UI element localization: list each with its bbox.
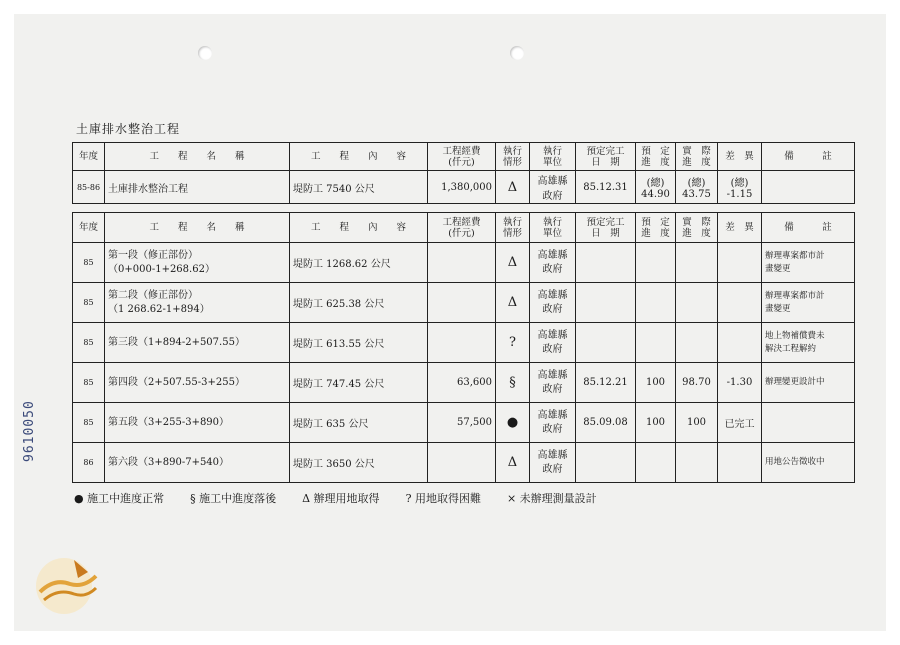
summary-remarks (762, 171, 855, 204)
legend-normal: ● 施工中進度正常 (74, 492, 165, 505)
row-cost (428, 283, 496, 323)
header-status: 執行 情形 (496, 143, 530, 171)
row-planned (636, 243, 676, 283)
summary-due: 85.12.31 (576, 171, 636, 204)
row-unit: 高雄縣 政府 (530, 323, 576, 363)
header-year: 年度 (73, 143, 105, 171)
table-row (73, 443, 855, 483)
row-remarks: 辦理變更設計中 (762, 363, 855, 403)
row-unit: 高雄縣 政府 (530, 283, 576, 323)
row-diff: 已完工 (718, 403, 762, 443)
summary-status: Δ (496, 171, 530, 204)
legend (74, 490, 834, 506)
table-row (73, 283, 855, 323)
legend-behind: § 施工中進度落後 (190, 492, 277, 505)
row-due (576, 443, 636, 483)
punch-hole-right (510, 46, 524, 60)
summary-header-row (73, 143, 855, 171)
row-cost: 63,600 (428, 363, 496, 403)
row-content: 堤防工 1268.62 公尺 (290, 243, 428, 283)
summary-content: 堤防工 7540 公尺 (290, 171, 428, 204)
row-name: 第五段（3+255-3+890） (105, 403, 290, 443)
row-due (576, 323, 636, 363)
legend-no-survey: × 未辦理測量設計 (506, 492, 597, 505)
row-diff (718, 243, 762, 283)
row-actual (676, 323, 718, 363)
header-actual: 實 際 進 度 (676, 213, 718, 243)
row-cost: 57,500 (428, 403, 496, 443)
row-year: 85 (73, 323, 105, 363)
header-unit: 執行 單位 (530, 213, 576, 243)
row-actual (676, 283, 718, 323)
row-content: 堤防工 747.45 公尺 (290, 363, 428, 403)
row-diff (718, 443, 762, 483)
row-due: 85.09.08 (576, 403, 636, 443)
header-diff: 差 異 (718, 143, 762, 171)
row-planned: 100 (636, 403, 676, 443)
table-row (73, 403, 855, 443)
row-remarks: 地上物補償費未 解決工程解約 (762, 323, 855, 363)
row-due (576, 243, 636, 283)
row-planned (636, 443, 676, 483)
row-actual (676, 443, 718, 483)
summary-name: 土庫排水整治工程 (105, 171, 290, 204)
row-status: § (496, 363, 530, 403)
row-content: 堤防工 635 公尺 (290, 403, 428, 443)
row-actual: 98.70 (676, 363, 718, 403)
summary-planned: (總) 44.90 (636, 171, 676, 204)
summary-actual: (總) 43.75 (676, 171, 718, 204)
header-name: 工 程 名 稱 (105, 213, 290, 243)
row-year: 85 (73, 283, 105, 323)
header-content: 工 程 內 容 (290, 143, 428, 171)
row-unit: 高雄縣 政府 (530, 443, 576, 483)
row-due (576, 283, 636, 323)
row-planned (636, 323, 676, 363)
row-unit: 高雄縣 政府 (530, 363, 576, 403)
header-planned: 預 定 進 度 (636, 213, 676, 243)
summary-year: 85-86 (73, 171, 105, 204)
header-remarks: 備 註 (762, 143, 855, 171)
row-planned: 100 (636, 363, 676, 403)
row-remarks: 辦理專案都市計 畫變更 (762, 283, 855, 323)
row-name: 第一段（修正部份） （0+000-1+268.62） (105, 243, 290, 283)
row-name: 第二段（修正部份） （1 268.62-1+894） (105, 283, 290, 323)
document-title: 土庫排水整治工程 (76, 122, 181, 136)
row-status: Δ (496, 283, 530, 323)
row-status: ● (496, 403, 530, 443)
summary-table (72, 142, 855, 204)
row-content: 堤防工 625.38 公尺 (290, 283, 428, 323)
row-status: ? (496, 323, 530, 363)
row-unit: 高雄縣 政府 (530, 243, 576, 283)
legend-land-acquisition: Δ 辦理用地取得 (302, 492, 380, 505)
legend-land-difficulty: ? 用地取得困難 (405, 492, 481, 505)
row-remarks (762, 403, 855, 443)
header-cost: 工程經費 (仟元) (428, 213, 496, 243)
summary-row (73, 171, 855, 204)
row-due: 85.12.21 (576, 363, 636, 403)
archive-stamp-number: 9610050 (22, 400, 37, 462)
archive-logo-icon (30, 548, 102, 618)
header-status: 執行 情形 (496, 213, 530, 243)
table-row (73, 243, 855, 283)
header-planned: 預 定 進 度 (636, 143, 676, 171)
row-diff (718, 323, 762, 363)
header-content: 工 程 內 容 (290, 213, 428, 243)
header-name: 工 程 名 稱 (105, 143, 290, 171)
row-diff: -1.30 (718, 363, 762, 403)
row-year: 85 (73, 243, 105, 283)
row-diff (718, 283, 762, 323)
row-content: 堤防工 3650 公尺 (290, 443, 428, 483)
row-status: Δ (496, 443, 530, 483)
header-remarks: 備 註 (762, 213, 855, 243)
detail-body (73, 243, 855, 483)
row-name: 第三段（1+894-2+507.55） (105, 323, 290, 363)
row-name: 第六段（3+890-7+540） (105, 443, 290, 483)
header-diff: 差 異 (718, 213, 762, 243)
header-year: 年度 (73, 213, 105, 243)
row-cost (428, 323, 496, 363)
header-cost: 工程經費 (仟元) (428, 143, 496, 171)
header-actual: 實 際 進 度 (676, 143, 718, 171)
row-content: 堤防工 613.55 公尺 (290, 323, 428, 363)
row-remarks: 辦理專案都市計 畫變更 (762, 243, 855, 283)
detail-table (72, 212, 855, 483)
summary-unit: 高雄縣 政府 (530, 171, 576, 204)
row-planned (636, 283, 676, 323)
table-row (73, 363, 855, 403)
row-cost (428, 443, 496, 483)
row-actual (676, 243, 718, 283)
table-row (73, 323, 855, 363)
row-name: 第四段（2+507.55-3+255） (105, 363, 290, 403)
row-status: Δ (496, 243, 530, 283)
row-year: 86 (73, 443, 105, 483)
row-year: 85 (73, 403, 105, 443)
row-actual: 100 (676, 403, 718, 443)
row-cost (428, 243, 496, 283)
row-year: 85 (73, 363, 105, 403)
header-unit: 執行 單位 (530, 143, 576, 171)
summary-diff: (總) -1.15 (718, 171, 762, 204)
detail-header-row (73, 213, 855, 243)
row-unit: 高雄縣 政府 (530, 403, 576, 443)
row-remarks: 用地公告徵收中 (762, 443, 855, 483)
summary-cost: 1,380,000 (428, 171, 496, 204)
header-due: 預定完工 日 期 (576, 213, 636, 243)
punch-hole-left (198, 46, 212, 60)
header-due: 預定完工 日 期 (576, 143, 636, 171)
